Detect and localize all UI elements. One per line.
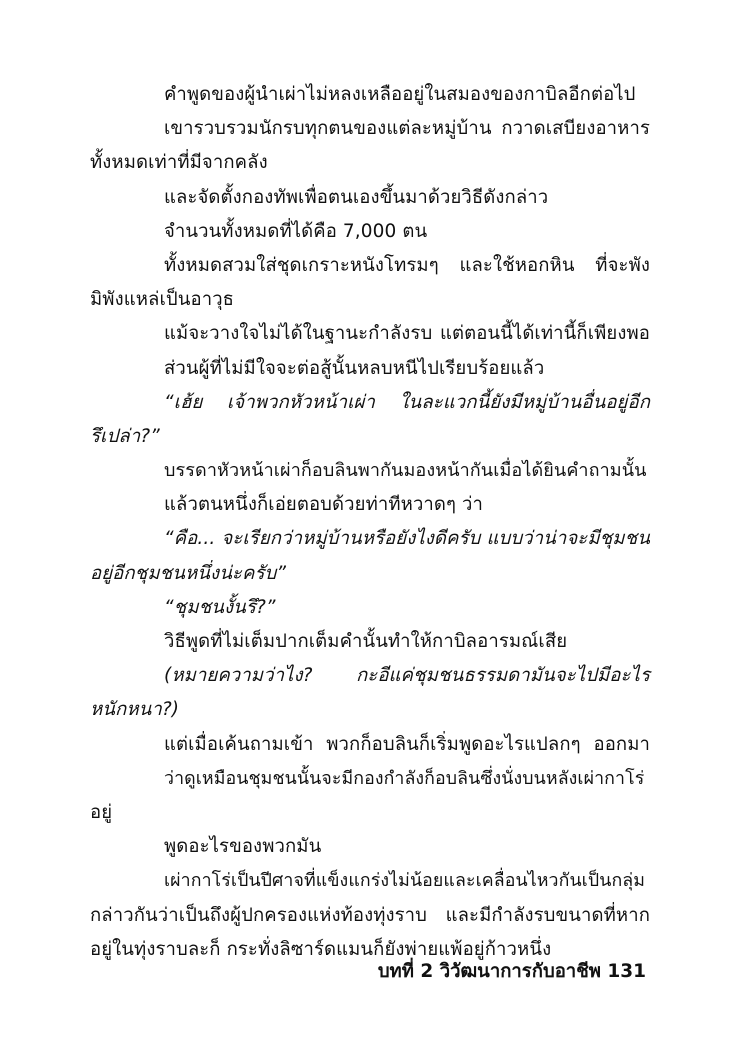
- text-line: แต่เมื่อเค้นถามเข้า พวกก็อบลินก็เริ่มพูดอะไรแปลกๆ ออกมา: [164, 733, 650, 755]
- body-text: [90, 78, 650, 967]
- text-line: บรรดาหัวหน้าเผ่าก็อบลินพากันมองหน้ากันเมื่อได้ยินคำถามนั้น: [164, 460, 647, 482]
- text-line: มิพังแหล่เป็นอาวุธ: [90, 289, 235, 311]
- dialogue-line: “ชุมชนงั้นรึ?”: [164, 596, 276, 618]
- dialogue-line: (หมายความว่าไง? กะอีแค่ชุมชนธรรมดามันจะไปมีอะไร: [164, 665, 650, 687]
- text-line: อยู่: [90, 801, 113, 823]
- text-line: ส่วนผู้ที่ไม่มีใจจะต่อสู้นั้นหลบหนีไปเรียบร้อยแล้ว: [164, 357, 545, 379]
- text-line: ว่าดูเหมือนชุมชนนั้นจะมีกองกำลังก็อบลินซึ่งนั่งบนหลังเผ่ากาโร่: [164, 768, 645, 789]
- text-line: แล้วตนหนึ่งก็เอ่ยตอบด้วยท่าทีหวาดๆ ว่า: [164, 494, 484, 516]
- text-line: แม้จะวางใจไม่ได้ในฐานะกำลังรบ แต่ตอนนี้ได้เท่านี้ก็เพียงพอ: [164, 323, 650, 345]
- text-line: เขารวบรวมนักรบทุกตนของแต่ละหมู่บ้าน กวาดเสบียงอาหาร: [164, 118, 650, 140]
- dialogue-line: “คือ... จะเรียกว่าหมู่บ้านหรือยังไงดีครับ แบบว่าน่าจะมีชุมชน: [164, 528, 650, 550]
- text-line: อยู่ในทุ่งราบละก็ กระทั่งลิซาร์ดแมนก็ยังพ่ายแพ้อยู่ก้าวหนึ่ง: [90, 938, 552, 960]
- dialogue-line: รึเปล่า?”: [90, 425, 160, 447]
- text-line: จำนวนทั้งหมดที่ได้คือ 7,000 ตน: [164, 220, 428, 242]
- text-line: พูดอะไรของพวกมัน: [164, 836, 322, 858]
- text-line: คำพูดของผู้นำเผ่าไม่หลงเหลืออยู่ในสมองของกาบิลอีกต่อไป: [164, 84, 636, 105]
- text-line: ทั้งหมดเท่าที่มีจากคลัง: [90, 152, 268, 174]
- page-footer: บทที่ 2 วิวัฒนาการกับอาชีพ 131: [377, 961, 646, 982]
- text-line: และจัดตั้งกองทัพเพื่อตนเองขึ้นมาด้วยวิธีดังกล่าว: [164, 186, 549, 208]
- text-line: ทั้งหมดสวมใส่ชุดเกราะหนังโทรมๆ และใช้หอกหิน ที่จะพัง: [164, 254, 650, 276]
- text-line: กล่าวกันว่าเป็นถึงผู้ปกครองแห่งท้องทุ่งราบ และมีกำลังรบขนาดที่หาก: [90, 904, 650, 926]
- dialogue-line: อยู่อีกชุมชนหนึ่งน่ะครับ”: [90, 562, 287, 584]
- text-line: วิธีพูดที่ไม่เต็มปากเต็มคำนั้นทำให้กาบิลอารมณ์เสีย: [164, 631, 568, 652]
- text-line: เผ่ากาโร่เป็นปีศาจที่แข็งแกร่งไม่น้อยและเคลื่อนไหวกันเป็นกลุ่ม: [164, 871, 646, 892]
- dialogue-line: “เฮ้ย เจ้าพวกหัวหน้าเผ่า ในละแวกนี้ยังมีหมู่บ้านอื่นอยู่อีก: [164, 391, 650, 413]
- dialogue-line: หนักหนา?): [90, 699, 180, 721]
